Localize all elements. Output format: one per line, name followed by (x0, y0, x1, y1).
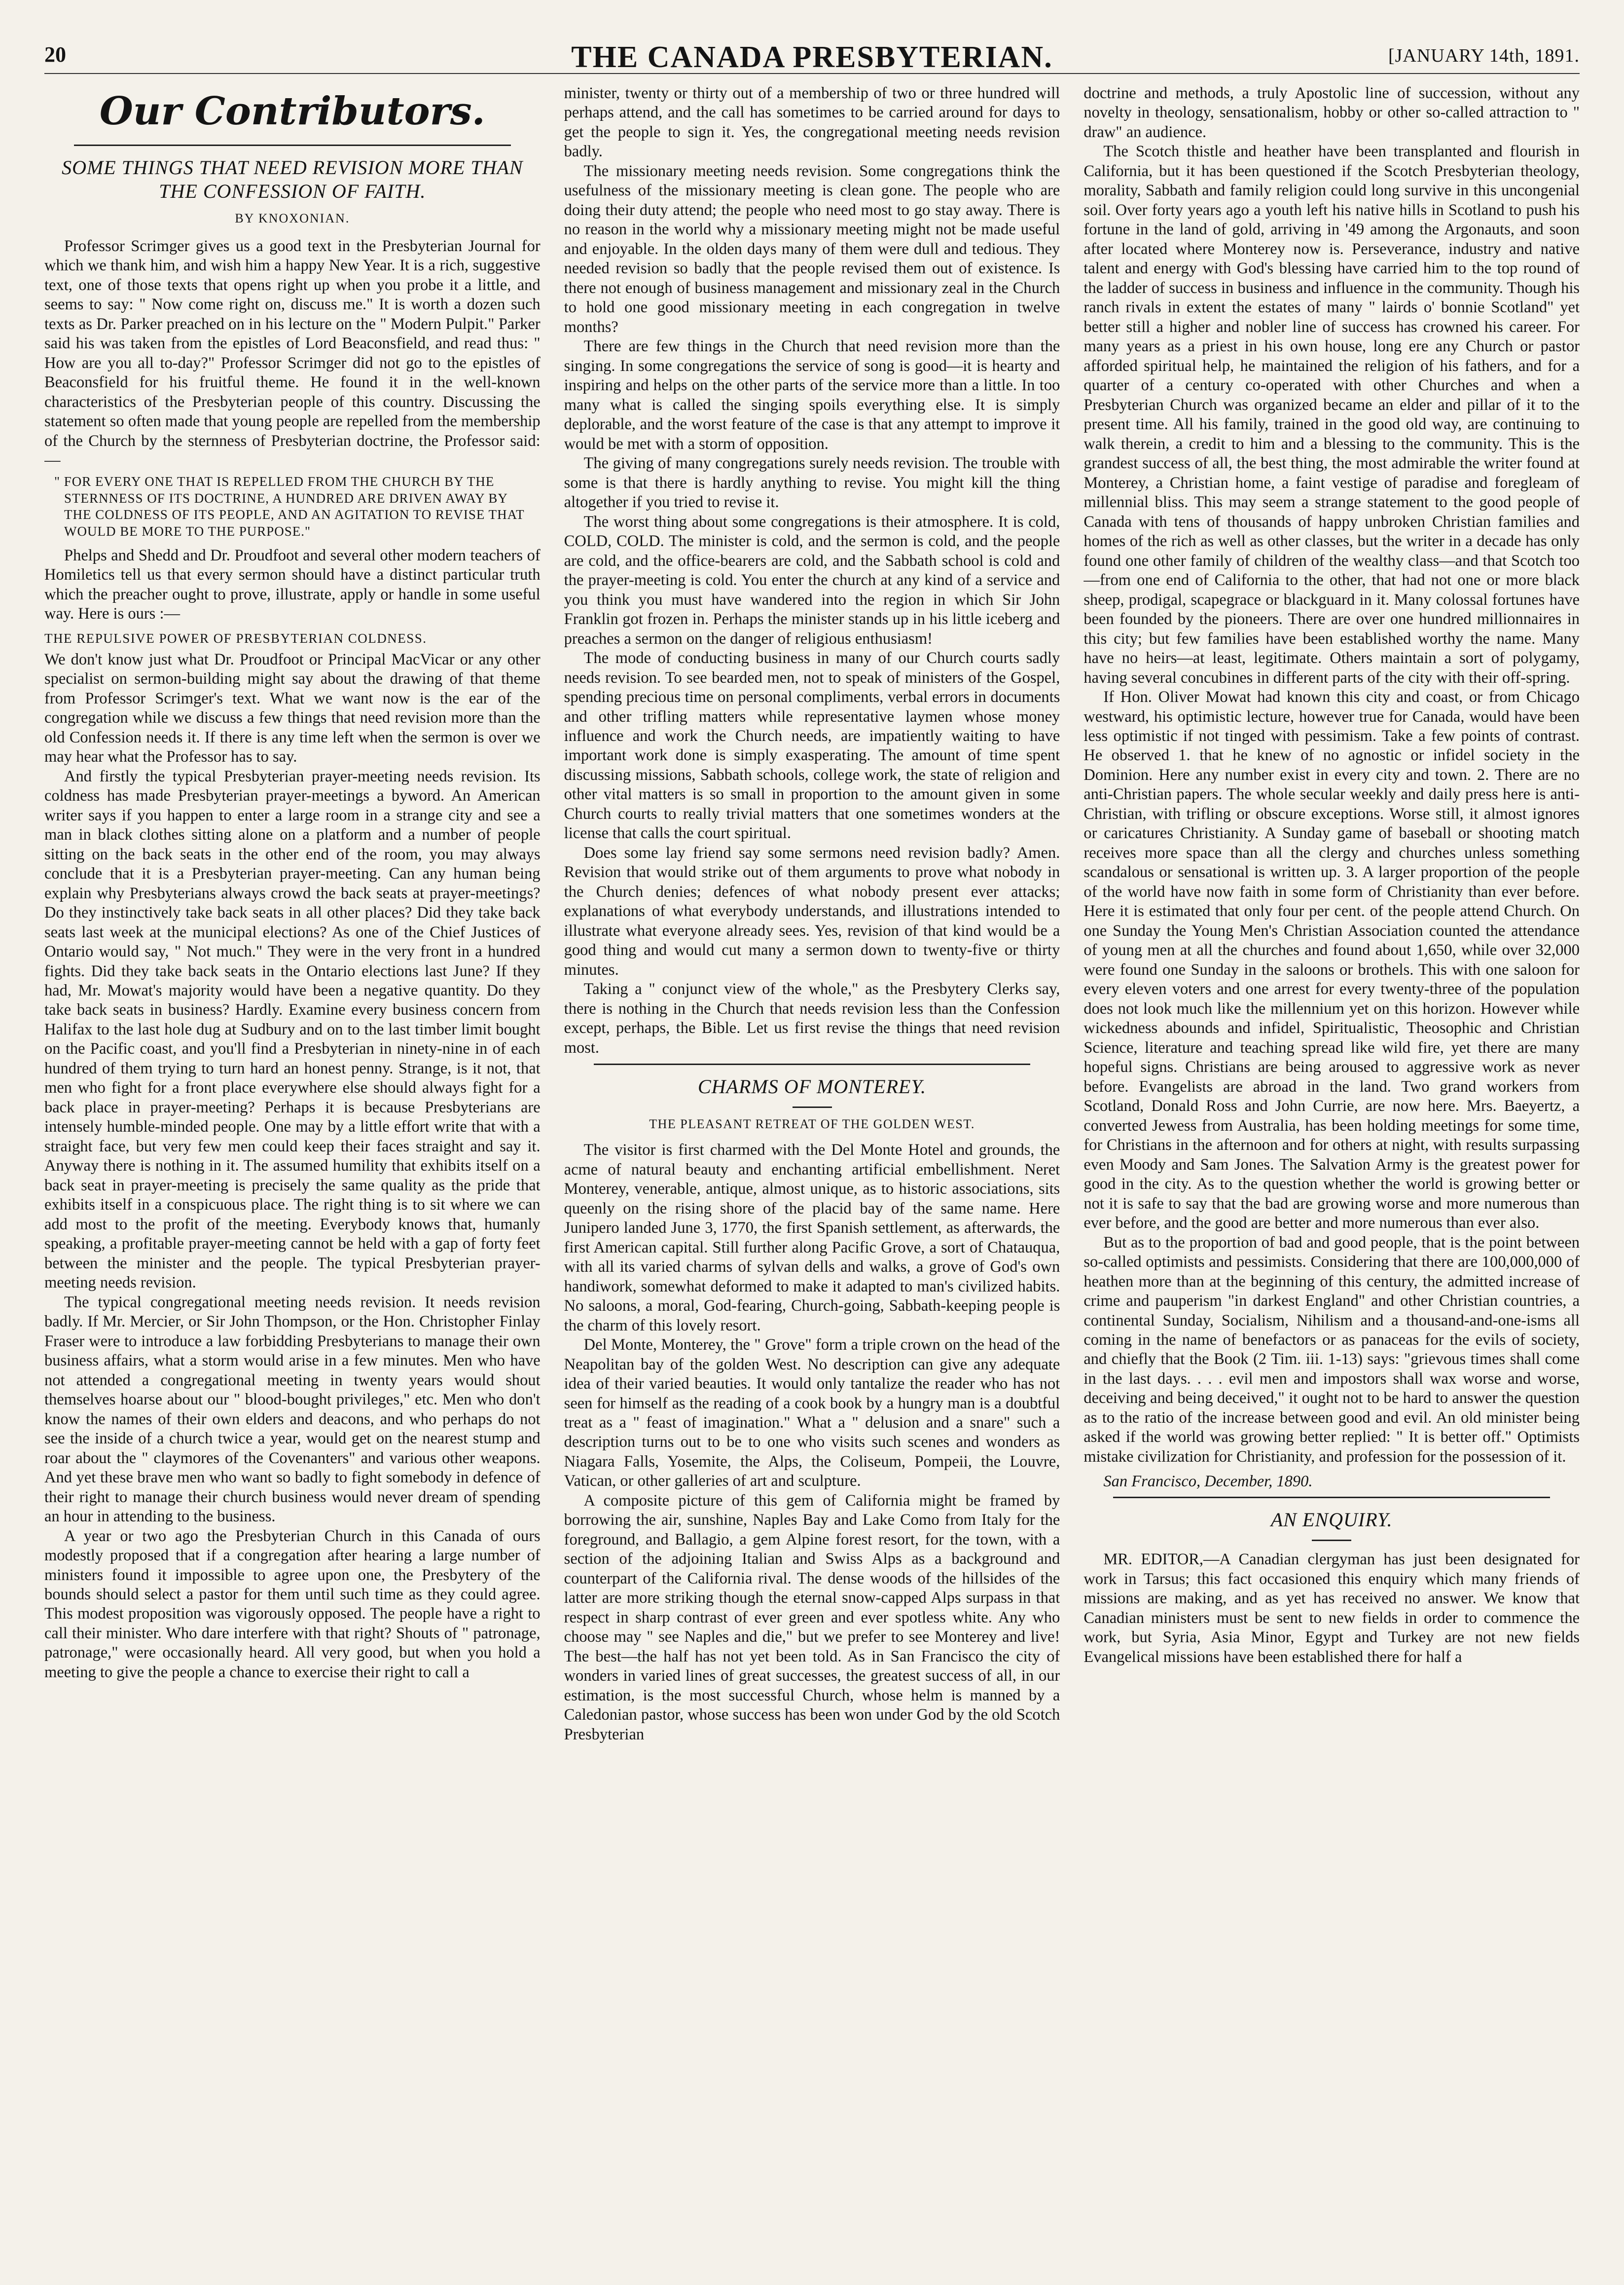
paragraph: minister, twenty or thirty out of a membership of two or three hundred will perhaps attend, and the call has sometimes to be carried around for days to get the people to sign it. Yes, the congregational meeting needs revision badly. (564, 84, 1060, 161)
page-header (44, 42, 1580, 72)
paragraph: Phelps and Shedd and Dr. Proudfoot and several other modern teachers of Homiletics tell us that every sermon should have a distinct particular truth which the preacher ought to prove, illustrate, apply or handle in some useful way. Here is ours :— (44, 546, 541, 623)
paragraph: But as to the proportion of bad and good people, that is the point between so-called optimists and pessimists. Considering that there are 100,000,000 of heathen more than at the beginning of this century, the admitted increase of crime and pauperism "in darkest England" and other Christian countries, a continental Sunday, Socialism, Nihilism and a thousand-and-one-isms all coming in the name of benefactors or as panaceas for the evils of society, and chiefly that the Book (2 Tim. iii. 1-13) says: "grievous times shall come in the last days. . . . evil men and impostors shall wax worse and worse, deceiving and being deceived," it ought not to be hard to answer the question as to the ratio of the increase between good and evil. An old minister being asked if the world was growing better replied: " It is better off." Optimists mistake civilization for Christianity, and profession for the possession of it. (1083, 1233, 1580, 1466)
divider (1312, 1540, 1351, 1541)
page-number: 20 (44, 42, 66, 67)
divider (793, 1106, 832, 1108)
paragraph: The Scotch thistle and heather have been transplanted and flourish in California, but it has been questioned if the Scotch Presbyterian theology, morality, Sabbath and family religion could long survive in this uncongenial soil. Over forty years ago a youth left his native hills in Scotland to push his fortune in the land of gold, arriving in '49 among the Argonauts, and soon after located where Monterey now is. Perseverance, industry and native talent and energy with God's blessing have carried him to the top round of the ladder of success in business and influence in the community. Though his ranch rivals in extent the estates of many " lairds o' bonnie Scotland" yet better still a higher and nobler line of success has crowned his career. For many years as a priest in his own house, long ere any Church or pastor afforded spiritual help, he maintained the religion of his fathers, and for a quarter of a century co-operated with other Churches and when a Presbyterian Church was organized became an elder and pillar of it to the present time. All his family, trained in the good old way, are continuing to walk therein, a credit to him and a blessing to the community. This is the grandest success of all, the best thing, the most admirable the writer found at Monterey, a Christian home, a faint vestige of paradise and foregleam of millennial bliss. This may seem a strange statement to the good people of Canada with tens of thousands of happy unbroken Christian families and homes of the rich as well as other classes, but the writer in a decade has only found one other family of children of the wealthy class—and that Scotch too—from one end of California to the other, that had not one or more black sheep, prodigal, scapegrace or blackguard in it. Many colossal fortunes have been founded by the pioneers. There are over one hundred millionnaires in this city; but few families have been established worthy the name. Many have no heirs—at least, legitimate. Others maintain a sort of polygamy, having several concubines in different parts of the city with their off-spring. (1083, 143, 1580, 687)
divider (594, 1064, 1031, 1065)
issue-date: [JANUARY 14th, 1891. (1388, 45, 1580, 66)
masthead: THE CANADA PRESBYTERIAN. (571, 40, 1053, 74)
paragraph: MR. EDITOR,—A Canadian clergyman has just been designated for work in Tarsus; this fact occasioned this enquiry which many friends of missions are making, and as yet has received no answer. We know that Canadian ministers must be sent to new fields in order to commence the work, but Syria, Asia Minor, Egypt and Turkey are not new fields Evangelical missions have been established there for half a (1083, 1550, 1580, 1666)
signature: San Francisco, December, 1890. (1103, 1473, 1313, 1491)
paragraph: A year or two ago the Presbyterian Church in this Canada of ours modestly proposed that if a congregation after hearing a large number of ministers found it impossible to agree upon one, the Presbytery of the bounds should select a pastor for them until such time as they could agree. This modest proposition was vigorously opposed. The people have a right to call their minister. Who dare interfere with that right? Shouts of " patronage, patronage," were occasionally heard. All very good, but when you hold a meeting to give the people a chance to exercise their right to call a (44, 1527, 541, 1681)
divider (74, 145, 511, 146)
paragraph: If Hon. Oliver Mowat had known this city and coast, or from Chicago westward, his optimistic lecture, however true for Canada, would have been less optimistic if not tinged with pessimism. Take a few points of contrast. He observed 1. that he knew of no agnostic or infidel society in the Dominion. Here any number exist in every city and town. 2. There are no anti-Christian papers. The whole secular weekly and daily press here is anti-Christian, with trifling or obscure exceptions. Worse still, it almost ignores or caricatures Christianity. A Sunday game of baseball or shooting match receives more space than all the clergy and churches unless something scandalous or sensational is written up. 3. A larger proportion of the people of the world have now faith in some form of Christianity than ever before. Here it is estimated that only four per cent. of the people attend Church. On one Sunday the Young Men's Christian Association counted the attendance of young men at all the churches and found about 1,650, while over 32,000 were found one Sunday in the saloons or brothels. This with one saloon for every eleven voters and one arrest for every twenty-three of the population does not look much like the millennium yet on this horizon. However while wickedness abounds and infidel, Spiritualistic, Theosophic and Christian Science, literature and teaching spread like wild fire, yet there are many hopeful signs. Christians are being aroused to aggressive work as never before. Evangelists are abroad in the land. Two grand workers from Scotland, Donald Ross and John Currie, are now here. Mrs. Baeyertz, a converted Jewess from Australia, has been holding meetings for some time, for Christians in the afternoon and for others at night, with results surpassing even Moody and Sam Jones. The Salvation Army is the greatest power for good in the city. As to the question whether the world is growing better or not it is safe to say that the bad are growing worse and more numerous than ever before, and the good are better and more numerous than ever also. (1083, 688, 1580, 1232)
paragraph: Professor Scrimger gives us a good text in the Presbyterian Journal for which we thank him, and wish him a happy New Year. It is a rich, suggestive text, one of those texts that opens right up when you probe it a little, and seems to say: " Now come right on, discuss me." It is worth a dozen such texts as Dr. Parker preached on in his lecture on the " Modern Pulpit." Parker said his was taken from the epistles of Lord Beaconsfield, and read thus: " How are you all to-day?" Professor Scrimger did not go to the epistles of Beaconsfield for his fruitful theme. He found it in the well-known characteristics of the Presbyterian people of this country. Discussing the statement so often made that young people are repelled from the membership of the Church by the sternness of Presbyterian doctrine, the Professor said: — (44, 237, 541, 470)
paragraph: The missionary meeting needs revision. Some congregations think the usefulness of the missionary meeting is clean gone. The people who are doing their duty attend; the people who need most to go stay away. There is no reason in the world why a missionary meeting might not be made useful and enjoyable. In the olden days many of them were dull and tedious. They needed revision so badly that the people revised them out of existence. Is there not enough of business management and missionary zeal in the Church to hold one good missionary meeting in each congregation in twelve months? (564, 162, 1060, 336)
column-2 (564, 84, 1060, 2255)
section-title: Our Contributors. (99, 89, 485, 134)
column-3 (1083, 84, 1580, 2255)
paragraph: We don't know just what Dr. Proudfoot or Principal MacVicar or any other specialist on sermon-building might say about the drawing of that theme from Professor Scrimger's text. What we want now is the ear of the congregation while we discuss a few things that need revision more than the old Confession needs it. If there is any time left when the sermon is over we may hear what the Professor has to say. (44, 650, 541, 766)
paragraph: Del Monte, Monterey, the " Grove" form a triple crown on the head of the Neapolitan bay of the golden West. No description can give any adequate idea of their varied beauties. It would only tantalize the reader who has not seen for himself as the reading of a cook book by a hungry man is a doubtful treat as a " feast of imagination." What a " delusion and a snare" such a description turns out to be to one who visits such scenes and wonders as Niagara Falls, Yosemite, the Alps, the Coliseum, Pompeii, the Louvre, Vatican, or other galleries of art and sculpture. (564, 1336, 1060, 1490)
block-quote: " FOR EVERY ONE THAT IS REPELLED FROM THE CHURCH BY THE STERNNESS OF ITS DOCTRINE, A HUNDRED ARE DRIVEN AWAY BY THE COLDNESS OF ITS PEOPLE, AND AN AGITATION TO REVISE THAT WOULD BE MORE TO THE PURPOSE." (54, 474, 525, 539)
header-rule (44, 73, 1580, 74)
byline: BY KNOXONIAN. (235, 211, 350, 225)
paragraph: The typical congregational meeting needs revision. It needs revision badly. If Mr. Mercier, or Sir John Thompson, or the Hon. Christopher Finlay Fraser were to introduce a law forbidding Presbyterians to manage their own business affairs, what a storm would arise in a few minutes. Men who have not attended a congregational meeting in twenty years would shout themselves hoarse about our " blood-bought privileges," etc. Men who don't know the names of their own elders and deacons, and who perhaps do not see the inside of a church twice a year, would get on the nearest stump and roar about the " claymores of the Covenanters" and various other weapons. And yet these brave men who want so badly to fight somebody in defence of their right to manage their church business would never dream of spending an hour in attending to the business. (44, 1293, 541, 1526)
paragraph: Does some lay friend say some sermons need revision badly? Amen. Revision that would strike out of them arguments to prove what nobody in the Church denies; defences of what nobody present ever attacks; explanations of what everybody understands, and illustrations intended to illustrate what everyone already sees. Yes, revision of that kind would be a good thing and would cut many a sermon down to twenty-five or thirty minutes. (564, 844, 1060, 979)
paragraph: The visitor is first charmed with the Del Monte Hotel and grounds, the acme of natural beauty and enchanting artificial embellishment. Neret Monterey, venerable, antique, almost unique, as to historic associations, sits queenly on the rising shore of the placid bay of the same name. Here Junipero landed June 3, 1770, the first Spanish settlement, as afterwards, the first American capital. Still further along Pacific Grove, a sort of Chatauqua, with all its varied charms of sylvan dells and walks, a grove of God's own handiwork, somewhat deformed to make it adapted to man's civilized habits. No saloons, a moral, God-fearing, Church-going, Sabbath-keeping people is the charm of this lovely resort. (564, 1141, 1060, 1334)
paragraph: Taking a " conjunct view of the whole," as the Presbytery Clerks say, there is nothing in the Church that needs revision less than the Confession except, perhaps, the Bible. Let us first revise the things that need revision most. (564, 980, 1060, 1057)
paragraph: And firstly the typical Presbyterian prayer-meeting needs revision. Its coldness has made Presbyterian prayer-meetings a byword. An American writer says if you happen to enter a large room in a strange city and see a man in black clothes sitting alone on a platform and a number of people sitting on the back seats in the other end of the room, you may always conclude that it is a Presbyterian prayer-meeting. Can any human being explain why Presbyterians always crowd the back seats at prayer-meetings? Do they instinctively take back seats in all other places? Did they take back seats last week at the municipal elections? As one of the Chief Justices of Ontario would say, " Not much." They were in the very front in a hundred fights. Did they take back seats in the Ontario elections last June? If they had, Mr. Mowat's majority would have been a negative quantity. Do they take back seats in business? Hardly. Examine every business concern from Halifax to the last hole dug at Sudbury and on to the last timber limit bought on the Pacific coast, and you'll find a Presbyterian in ninety-nine in of each hundred of them trying to turn hard an honest penny. Strange, is it not, that men who fight for a front place everywhere else should always fight for a back place in prayer-meeting? Perhaps it is because Presbyterians are intensely humble-minded people. One may by a little effort write that with a straight face, but very few men could keep their faces straight and say it. Anyway there is nothing in it. The assumed humility that exhibits itself on a back seat in prayer-meeting is precisely the same quality as the pride that exhibits itself in a conspicuous place. The right thing is to sit where we can add most to the profit of the meeting. Everybody knows that, humanly speaking, a profitable prayer-meeting cannot be held with a gap of forty feet between the minister and the people. The typical Presbyterian prayer-meeting needs revision. (44, 767, 541, 1292)
paragraph: A composite picture of this gem of California might be framed by borrowing the air, sunshine, Naples Bay and Lake Como from Italy for the foreground, and Ballagio, a gem Alpine forest resort, for the town, with a section of the adjoining Italian and Swiss Alps as a background and counterpart of the California rival. The dense woods of the hillsides of the latter are more striking though the eternal snow-capped Alps surpass in that respect in sharp contrast of ever green and ever spotless white. Any who choose may " see Naples and die," but we prefer to see Monterey and live! The best—the half has not yet been told. As in San Francisco the city of wonders in varied lines of great successes, the greatest success of all, in our estimation, is the most successful Church, whose helm is manned by a Caledonian pastor, whose success has been won under God by the old Scotch Presbyterian (564, 1491, 1060, 1743)
paragraph: There are few things in the Church that need revision more than the singing. In some congregations the service of song is good—it is hearty and inspiring and helps on the other parts of the service more than a little. In too many what is called the singing spoils everything else. It is simply deplorable, and the worst feature of the case is that any attempt to improve it would be met with a storm of opposition. (564, 337, 1060, 453)
columns (44, 84, 1580, 2255)
paragraph: The mode of conducting business in many of our Church courts sadly needs revision. To see bearded men, not to speak of ministers of the Gospel, spending precious time on personal compliments, verbal errors in documents and other trifling matters while representative laymen whose money influence and work the Church needs, are impatiently waiting to have important work done is simply exasperating. The amount of time spent discussing missions, Sabbath schools, college work, the state of religion and other vital matters is so small in proportion to the amount given in some Church courts to really trivial matters that one sometimes wonders at the license that calls the court spiritual. (564, 649, 1060, 843)
subheading: THE REPULSIVE POWER OF PRESBYTERIAN COLDNESS. (44, 630, 427, 646)
article-title: SOME THINGS THAT NEED REVISION MORE THAN THE CONFESSION OF FAITH. (62, 156, 523, 202)
paragraph: The giving of many congregations surely needs revision. The trouble with some is that there is hardly anything to revise. You might kill the thing altogether if you tried to revise it. (564, 454, 1060, 512)
subheading: THE PLEASANT RETREAT OF THE GOLDEN WEST. (649, 1117, 975, 1132)
paragraph: The worst thing about some congregations is their atmosphere. It is cold, COLD, COLD. The minister is cold, and the sermon is cold, and the people are cold, and the office-bearers are cold, and the Sabbath school is cold and the prayer-meeting is cold. You enter the church at any kind of a service and you think you must have wandered into the region in which Sir John Franklin got frozen in. Perhaps the minister stands up in his little iceberg and preaches a sermon on the danger of religious enthusiasm! (564, 513, 1060, 648)
article-title: AN ENQUIRY. (1270, 1509, 1393, 1531)
column-1 (44, 84, 541, 2255)
article-title: CHARMS OF MONTEREY. (697, 1075, 927, 1098)
divider (1113, 1497, 1550, 1498)
paragraph: doctrine and methods, a truly Apostolic line of succession, without any novelty in theology, sensationalism, hobby or other so-called attraction to " draw" an audience. (1083, 84, 1580, 141)
